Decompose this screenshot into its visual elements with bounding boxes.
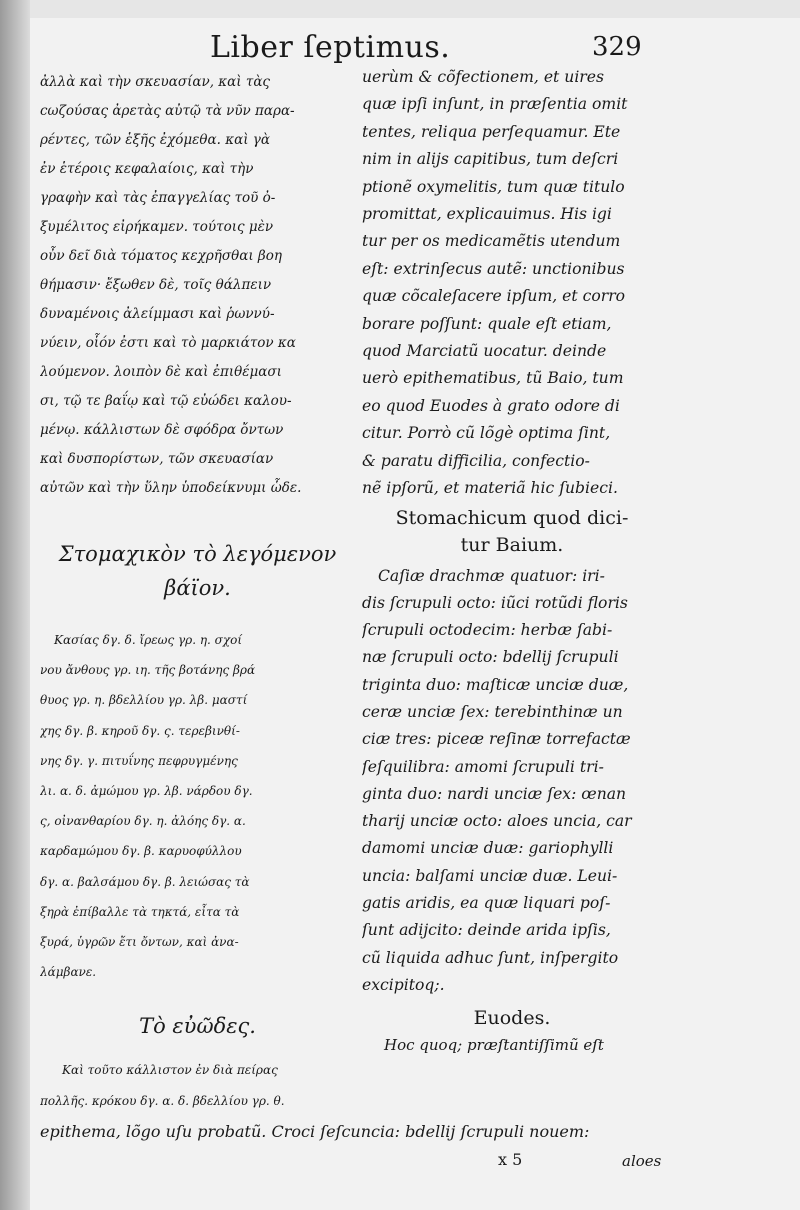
latin-intro-line: citur. Porrò cũ lõgè optima ſint,	[362, 424, 611, 443]
latin-intro-line: borare poſſunt: quale eſt etiam,	[362, 314, 612, 333]
greek-intro-line: δυναμένοις ἀλείμμασι καὶ ῥωννύ-	[40, 306, 275, 322]
latin-euodes-heading: Euodes.	[473, 1007, 551, 1030]
greek-recipe-heading-cont: βάϊον.	[164, 576, 231, 600]
page-number: 329	[592, 32, 642, 62]
latin-final-line: Hoc quoq; præſtantiſſimũ eſt	[384, 1036, 604, 1055]
greek-final-line: πολλῆς. κρόκου δγ. α. δ. βδελλίου γρ. θ.	[40, 1093, 285, 1108]
latin-intro-line: ptionẽ oxymelitis, tum quæ titulo	[362, 177, 625, 196]
greek-recipe-heading: Στομαχικὸν τὸ λεγόμενον	[58, 542, 337, 566]
latin-recipe-line: triginta duo: maſticæ unciæ duæ,	[362, 675, 629, 694]
greek-recipe-line: ξυρά, ὑγρῶν ἔτι ὄντων, καὶ ἀνα-	[40, 935, 239, 950]
latin-intro-line: tur per os medicamẽtis utendum	[362, 232, 621, 251]
latin-recipe-line: ſunt adijcito: deinde arida ipſis,	[362, 921, 611, 940]
latin-recipe-line: excipitoq;.	[362, 975, 445, 994]
greek-intro-line: ξυμέλιτος εἰρήκαμεν. τούτοις μὲν	[40, 219, 274, 235]
greek-column	[40, 68, 355, 1116]
catchword: aloes	[622, 1152, 662, 1170]
latin-intro-line: uerùm & cõfectionem, et uires	[362, 68, 604, 86]
latin-recipe-line: næ ſcrupuli octo: bdellij ſcrupuli	[362, 648, 619, 667]
greek-intro-line: θήμασιν· ἔξωθεν δὲ, τοῖς θάλπειν	[40, 277, 272, 293]
greek-recipe-line: δγ. α. βαλσάμου δγ. β. λειώσας τὰ	[40, 874, 250, 889]
latin-column	[362, 64, 662, 1060]
latin-recipe-line: damomi unciæ duæ: gariophylli	[362, 839, 614, 858]
greek-intro-line: ἀλλὰ καὶ τὴν σκευασίαν, καὶ τὰς	[40, 74, 270, 90]
greek-recipe-line: ξηρὰ ἐπίβαλλε τὰ τηκτά, εἶτα τὰ	[40, 904, 240, 919]
greek-intro-line: ἐν ἑτέροις κεφαλαίοις, καὶ τὴν	[40, 161, 254, 177]
greek-intro-line: νύειν, οἷόν ἐστι καὶ τὸ μαρκιάτον κα	[40, 335, 296, 351]
latin-intro-line: quæ cõcaleſacere ipſum, et corro	[362, 287, 626, 306]
greek-recipe-line: λι. α. δ. ἀμώμου γρ. λβ. νάρδου δγ.	[40, 784, 253, 799]
latin-recipe-line: uncia: balſami unciæ duæ. Leui-	[362, 866, 618, 885]
greek-euodes-heading: Τὸ εὐῶδες.	[139, 1014, 256, 1039]
signature-mark: x 5	[498, 1150, 523, 1169]
greek-intro-line: καὶ δυσπορίστων, τῶν σκευασίαν	[40, 451, 274, 467]
greek-intro-line: μένῳ. κάλλιστων δὲ σφόδρα ὄντων	[40, 422, 284, 438]
latin-recipe-line: ciæ tres: piceæ reſinæ torrefactæ	[362, 730, 631, 749]
greek-intro-line: ρέντες, τῶν ἑξῆς ἐχόμεθα. καὶ γὰ	[40, 132, 270, 148]
latin-intro-line: quæ ipſi inſunt, in præſentia omit	[362, 95, 628, 114]
latin-intro-line: promittat, explicauimus. His igi	[362, 205, 612, 224]
latin-recipe-line: tharij unciæ octo: aloes uncia, car	[362, 812, 632, 831]
greek-intro-line: οὖν δεῖ διὰ τόματος κεχρῆσθαι βοη	[40, 248, 282, 264]
greek-intro-line: λούμενον. λοιπὸν δὲ καὶ ἐπιθέμασι	[40, 364, 282, 380]
latin-recipe-line: cũ liquida adhuc ſunt, inſpergito	[362, 948, 619, 967]
latin-recipe-line: Caſiæ drachmæ quatuor: iri-	[378, 566, 605, 585]
latin-intro-line: eſt: extrinſecus autẽ: unctionibus	[362, 259, 625, 278]
binding-gutter	[0, 0, 30, 1210]
latin-intro-line: & paratu difficilia, confectio-	[362, 451, 590, 470]
full-width-closing-line: epithema, lõgo uſu probatũ. Croci ſeſcuncia: bdellij ſcrupuli nouem:	[40, 1122, 590, 1141]
latin-intro-line: eo quod Euodes à grato odore di	[362, 396, 620, 415]
latin-intro-line: nẽ ipſorũ, et materiã hic ſubieci.	[362, 479, 618, 498]
greek-final-line: Καὶ τοῦτο κάλλιστον ἐν διὰ πείρας	[62, 1063, 278, 1078]
greek-recipe-line: καρδαμώμου δγ. β. καρυοφύλλου	[40, 844, 242, 859]
latin-recipe-line: gatis aridis, ea quæ liquari poſ-	[362, 894, 611, 913]
greek-recipe-line: χης δγ. β. κηροῦ δγ. ς. τερεβινθί-	[40, 723, 240, 738]
latin-recipe-line: ſcrupuli octodecim: herbæ ſabi-	[362, 621, 613, 640]
running-head: Liber ſeptimus.	[210, 30, 451, 65]
latin-intro-line: nim in alijs capitibus, tum deſcri	[362, 150, 619, 169]
latin-intro-line: tentes, reliqua perſequamur. Ete	[362, 122, 621, 141]
greek-recipe-line: νου ἄνθους γρ. ιη. τῆς βοτάνης βρά	[40, 663, 256, 678]
greek-intro-line: γραφὴν καὶ τὰς ἐπαγγελίας τοῦ ὀ-	[40, 190, 276, 206]
latin-recipe-line: ceræ unciæ ſex: terebinthinæ un	[362, 702, 623, 721]
latin-recipe-heading-cont: tur Baium.	[460, 533, 564, 556]
greek-recipe-line: Κασίας δγ. δ. ἴρεως γρ. η. σχοί	[54, 633, 243, 647]
latin-intro-line: uerò epithematibus, tũ Baio, tum	[362, 369, 624, 388]
latin-recipe-line: ginta duo: nardi unciæ ſex: œnan	[362, 784, 627, 803]
greek-recipe-line: θυος γρ. η. βδελλίου γρ. λβ. μαστί	[40, 693, 248, 708]
latin-recipe-line: ſeſquilibra: amomi ſcrupuli tri-	[362, 757, 604, 776]
latin-intro-line: quod Marciatũ uocatur. deinde	[362, 342, 607, 361]
greek-recipe-line: νης δγ. γ. πιτυΐνης πεφρυγμένης	[40, 753, 238, 768]
latin-recipe-line: dis ſcrupuli octo: iũci rotũdi floris	[362, 593, 628, 612]
greek-intro-line: ϲωζούσας ἀρετὰς αὐτῷ τὰ νῦν παρα-	[40, 103, 295, 119]
greek-recipe-line: ς, οἰνανθαρίου δγ. η. ἀλόης δγ. α.	[40, 814, 246, 829]
latin-recipe-heading: Stomachicum quod dici-	[395, 506, 629, 529]
greek-intro-line: αὐτῶν καὶ τὴν ὕλην ὑποδείκνυμι ὧδε.	[40, 480, 302, 496]
greek-recipe-line: λάμβανε.	[40, 965, 97, 980]
greek-intro-line: σι, τῷ τε βαΐῳ καὶ τῷ εὐώδει καλου-	[40, 393, 292, 409]
